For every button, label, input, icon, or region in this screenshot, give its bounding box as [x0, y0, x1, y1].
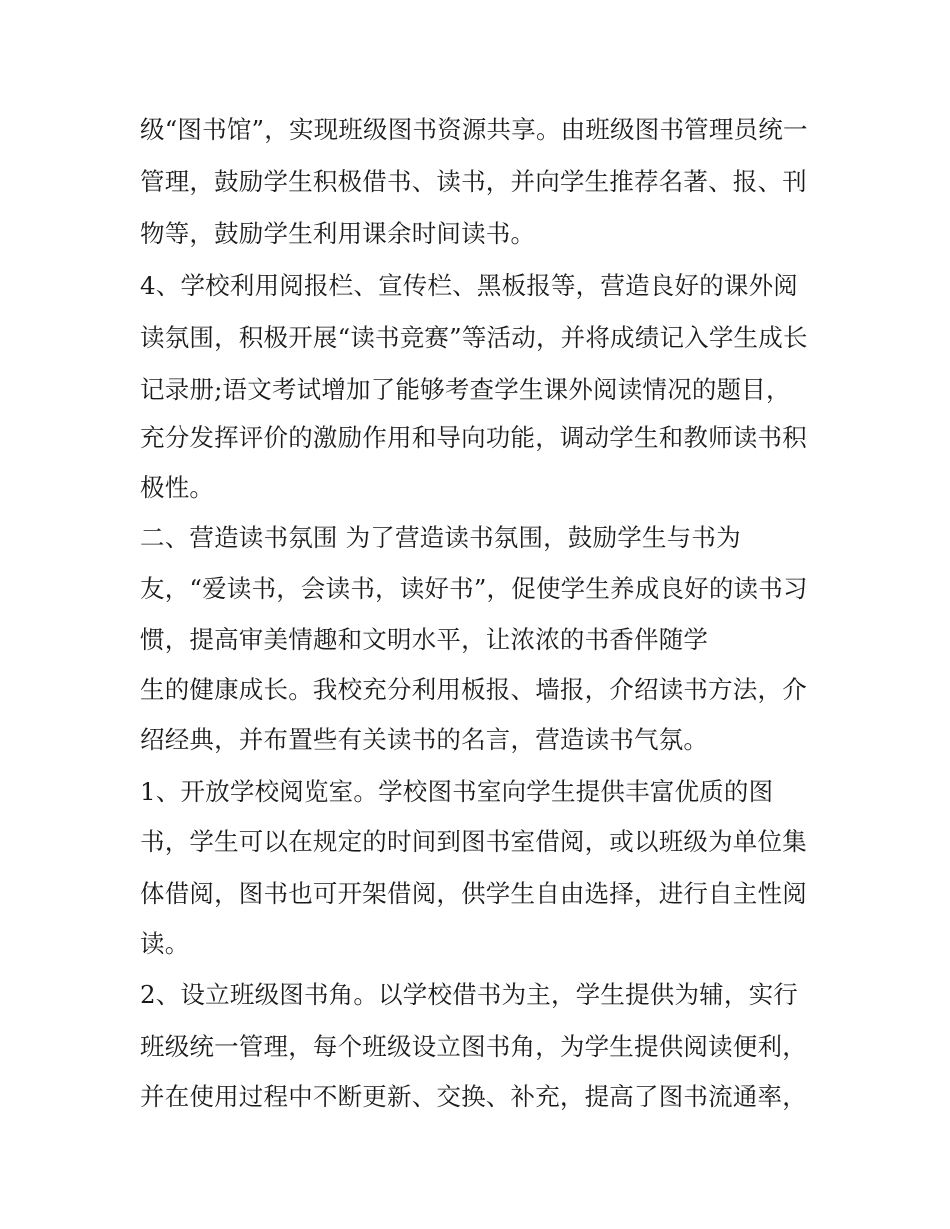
text-line: 班级统一管理，每个班级设立图书角，为学生提供阅读便利，	[140, 1032, 807, 1061]
text-line: 生的健康成长。我校充分利用板报、墙报，介绍读书方法，介	[140, 675, 807, 704]
text-line: 极性。	[140, 473, 215, 502]
text-line: 2、设立班级图书角。以学校借书为主，学生提供为辅，实行	[140, 980, 798, 1009]
text-line: 1、开放学校阅览室。学校图书室向学生提供丰富优质的图	[140, 777, 774, 806]
text-line: 管理，鼓励学生积极借书、读书，并向学生推荐名著、报、刊	[140, 167, 807, 196]
text-line: 书，学生可以在规定的时间到图书室借阅，或以班级为单位集	[140, 827, 807, 856]
text-line: 并在使用过程中不断更新、交换、补充，提高了图书流通率，	[140, 1082, 807, 1111]
text-line: 友，“爱读书，会读书，读好书”，促使学生养成良好的读书习	[140, 574, 808, 603]
text-line: 充分发挥评价的激励作用和导向功能，调动学生和教师读书积	[140, 423, 807, 452]
text-line: 绍经典，并布置些有关读书的名言，营造读书气氛。	[140, 725, 709, 754]
text-line: 读。	[140, 929, 190, 958]
text-line: 读氛围，积极开展“读书竞赛”等活动，并将成绩记入学生成长	[140, 323, 808, 352]
text-line: 惯，提高审美情趣和文明水平，让浓浓的书香伴随学	[140, 625, 709, 654]
text-line: 记录册;语文考试增加了能够考查学生课外阅读情况的题目，	[140, 375, 791, 404]
text-line: 二、营造读书氛围 为了营造读书氛围，鼓励学生与书为	[140, 523, 741, 552]
text-line: 物等，鼓励学生利用课余时间读书。	[140, 219, 536, 248]
text-line: 级“图书馆”，实现班级图书资源共享。由班级图书管理员统一	[140, 115, 808, 144]
text-line: 4、学校利用阅报栏、宣传栏、黑板报等，营造良好的课外阅	[140, 271, 798, 300]
text-line: 体借阅，图书也可开架借阅，供学生自由选择，进行自主性阅	[140, 879, 807, 908]
